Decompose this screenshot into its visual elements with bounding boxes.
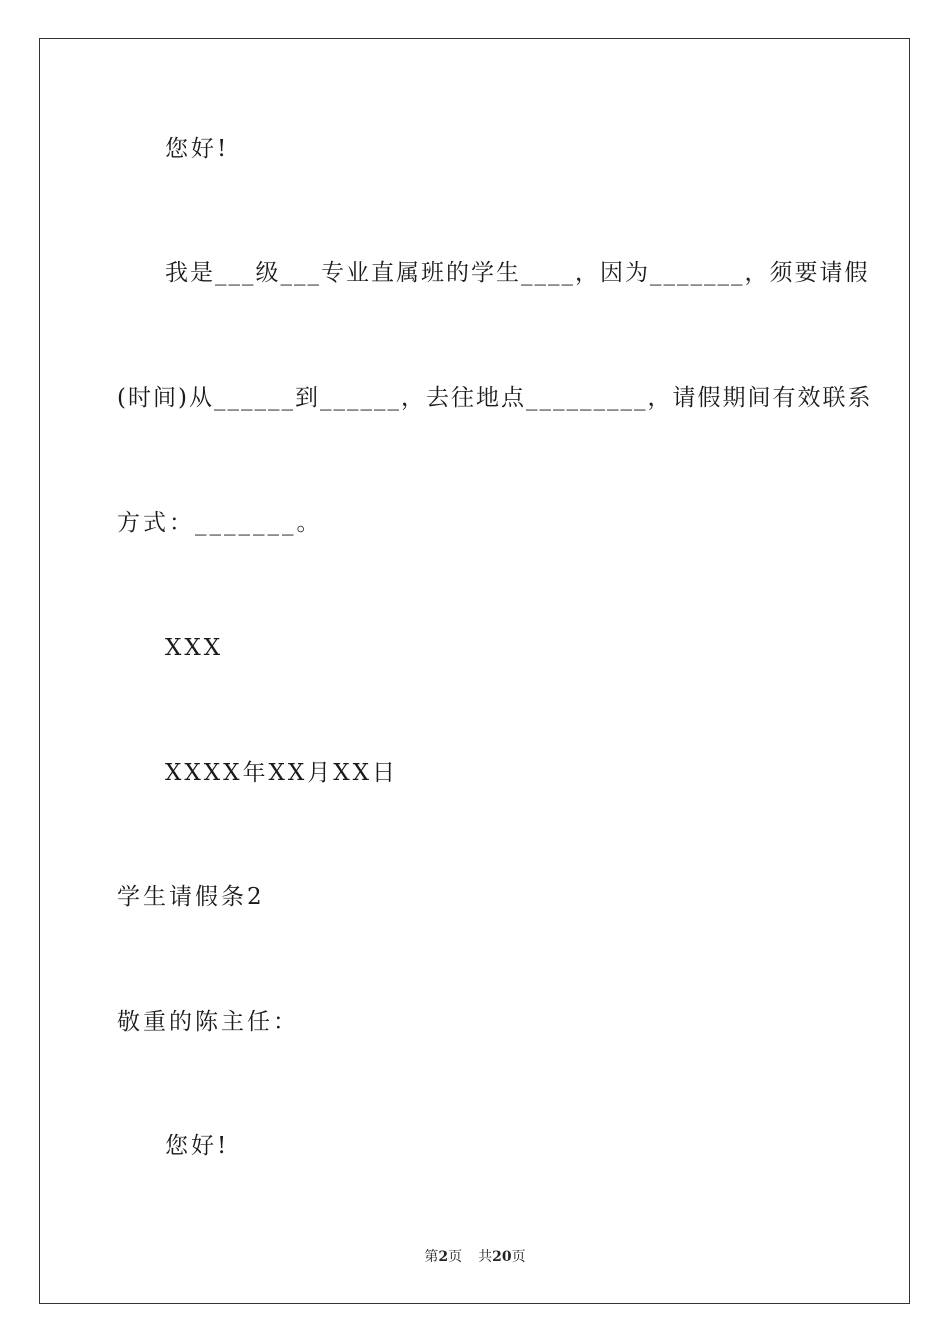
section-heading: 学生请假条2: [117, 884, 265, 910]
signature-date: XXXX年XX月XX日: [165, 760, 398, 786]
footer-page-suffix: 页: [448, 1249, 463, 1265]
footer-page-prefix: 第: [424, 1249, 439, 1265]
salutation-line: 敬重的陈主任：: [117, 1009, 299, 1035]
page-footer: [0, 1246, 950, 1266]
footer-total-suffix: 页: [511, 1249, 526, 1265]
body-line-3: 方式：_______。: [117, 510, 323, 536]
footer-page-current: 2: [438, 1249, 449, 1265]
body-line-2: (时间)从______到______，去往地点_________，请假期间有效联系: [117, 385, 873, 411]
greeting-line-2: 您好!: [165, 1133, 230, 1159]
footer-page-total: 20: [492, 1249, 512, 1265]
body-line-1: 我是___级___专业直属班的学生____，因为_______，须要请假: [165, 260, 870, 286]
page-frame: [39, 38, 910, 1304]
signature-name: XXX: [165, 635, 224, 661]
greeting-line: 您好!: [165, 136, 230, 162]
footer-total-prefix: 共: [478, 1249, 493, 1265]
